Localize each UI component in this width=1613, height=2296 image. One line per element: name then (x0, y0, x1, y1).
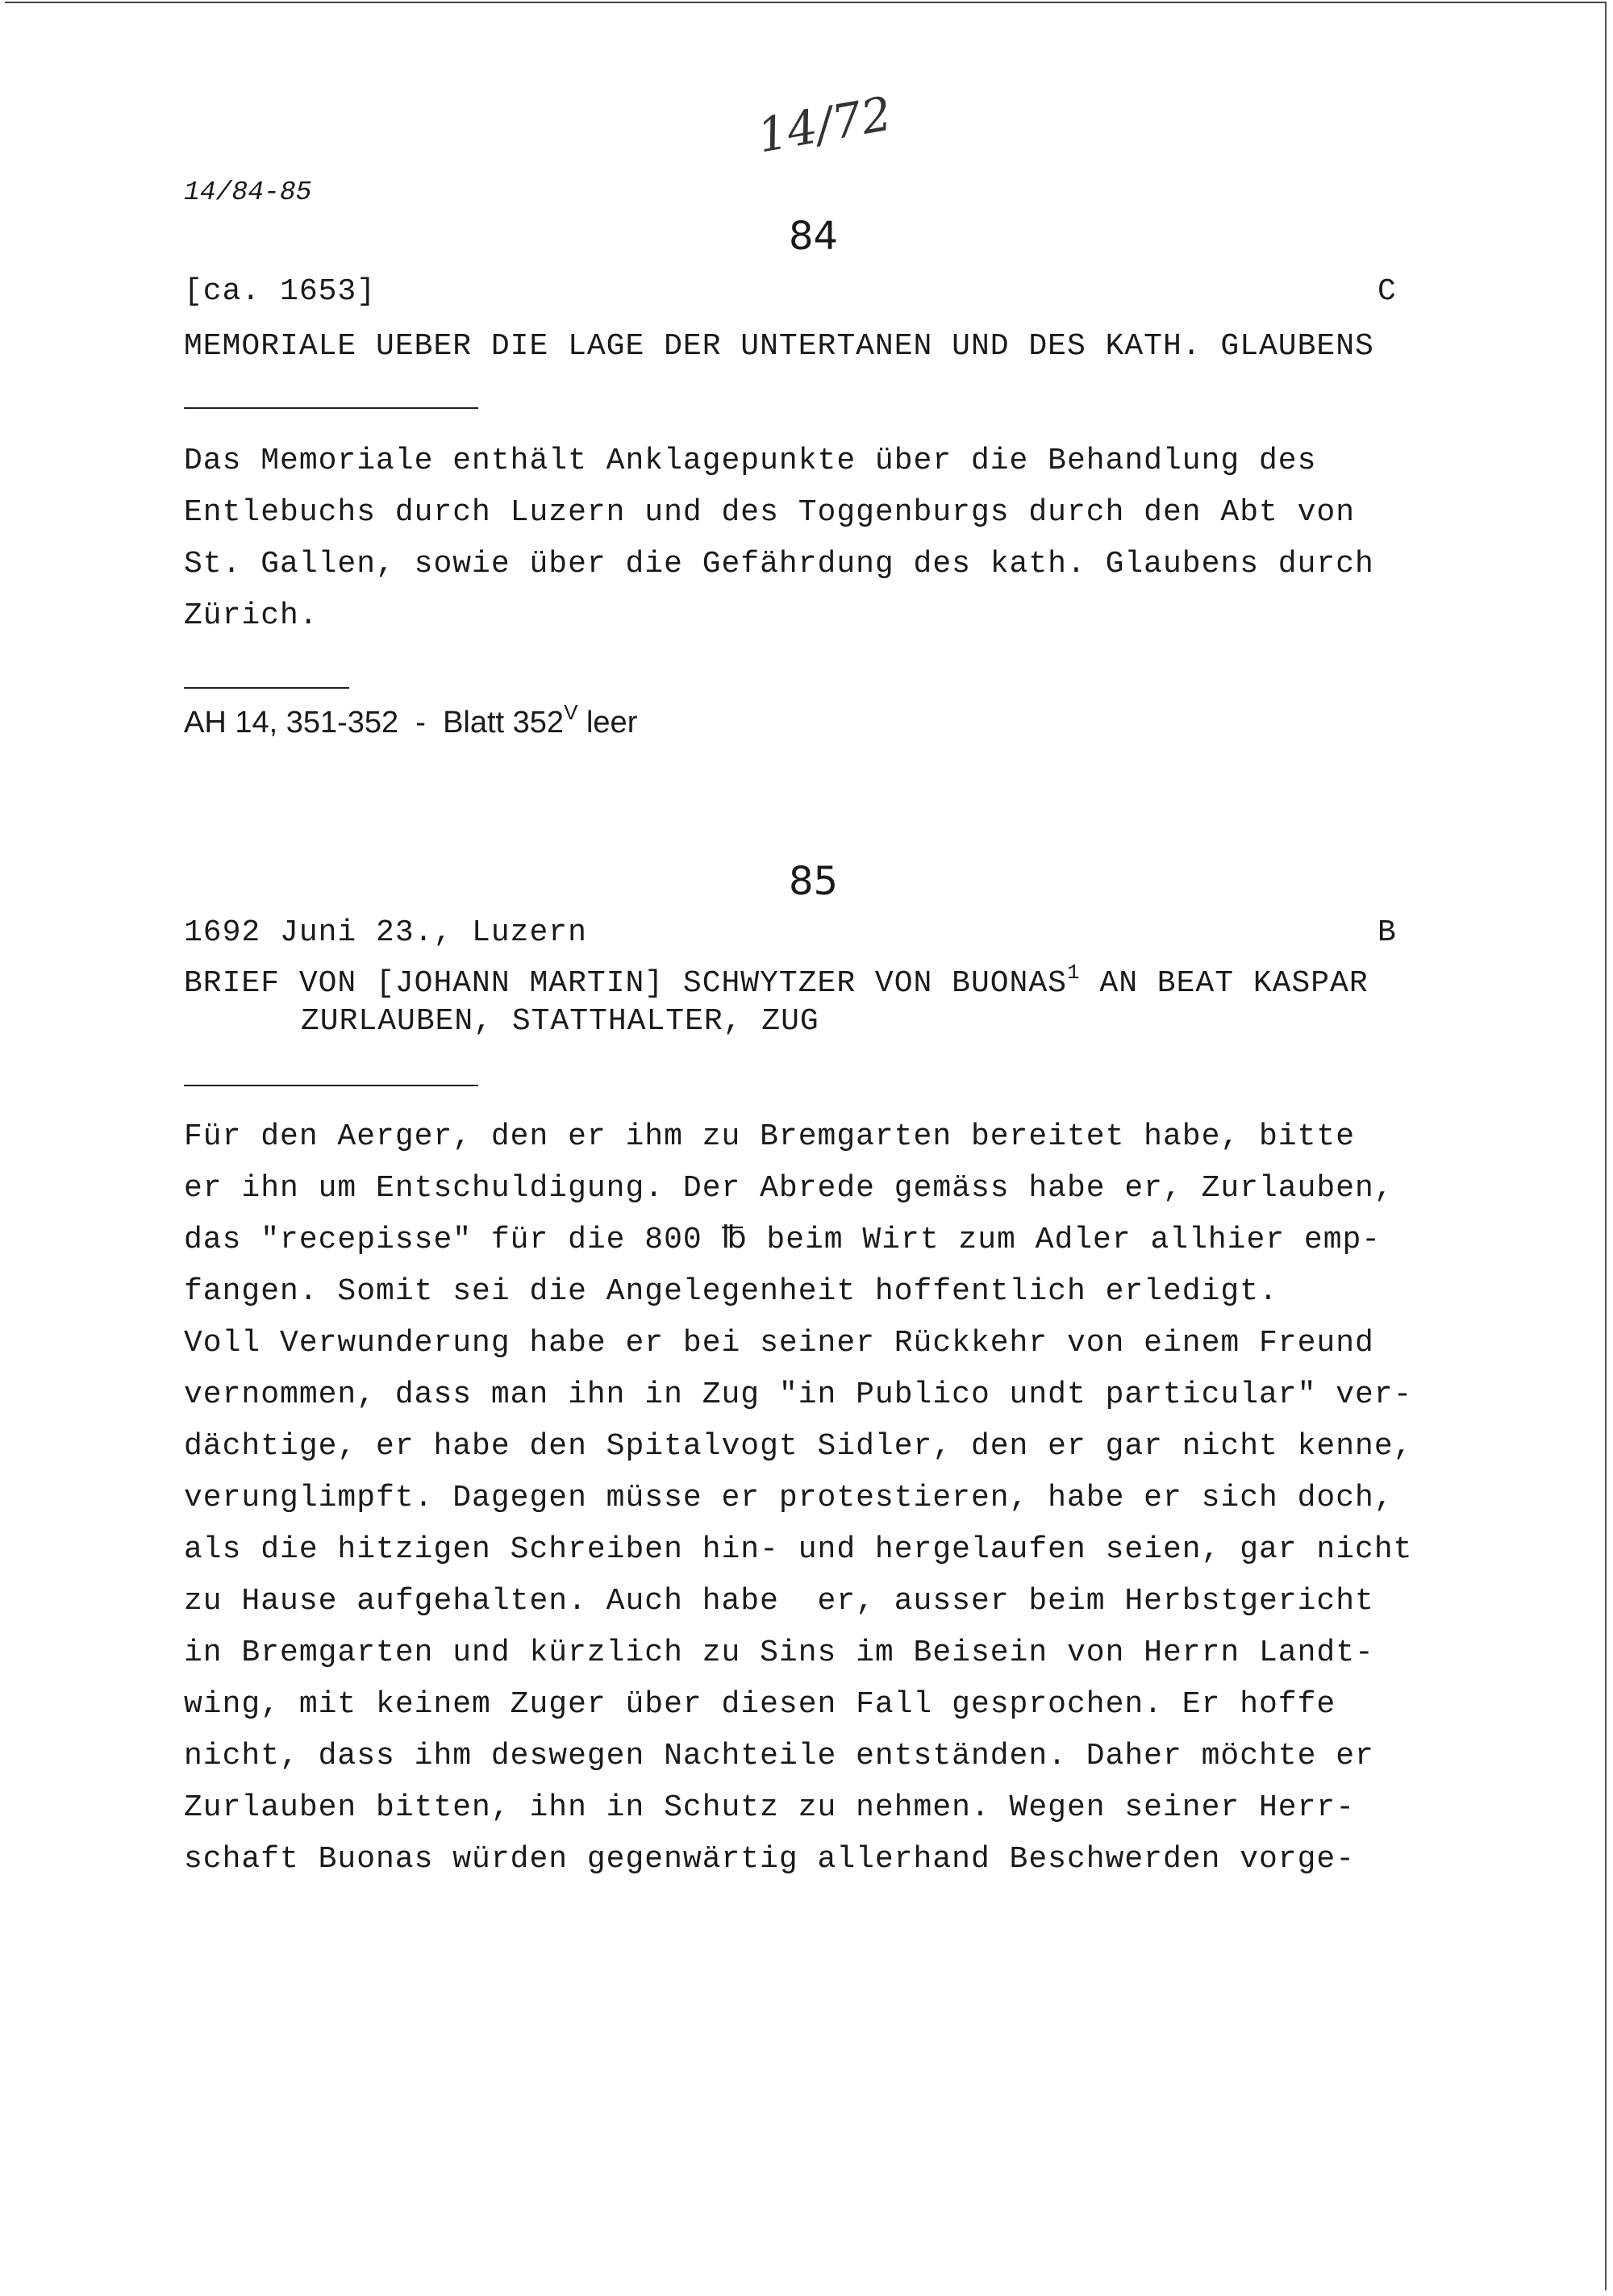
doc85-body-line: dächtige, er habe den Spitalvogt Sidler, den er gar nicht kenne, (184, 1429, 1413, 1464)
doc84-summary-line: Zürich. (184, 598, 319, 633)
doc84-source-prefix: AH 14, 351-352 - Blatt 352 (184, 706, 565, 740)
doc84-date: [ca. 1653] (184, 274, 377, 309)
doc85-body-line: in Bremgarten und kürzlich zu Sins im Beisein von Herrn Landt- (184, 1636, 1374, 1670)
document-number-85: 85 (789, 859, 839, 904)
doc84-category: C (1378, 274, 1397, 309)
doc85-body-line: Für den Aerger, den er ihm zu Bremgarten bereitet habe, bitte (184, 1119, 1356, 1154)
doc85-body-line: als die hitzigen Schreiben hin- und hergelaufen seien, gar nicht (184, 1532, 1413, 1567)
doc85-title-prefix: BRIEF VON [JOHANN MARTIN] SCHWYTZER VON BUONAS (184, 966, 1067, 1001)
doc85-body-line: vernommen, dass man ihn in Zug "in Publico undt particular" ver- (184, 1377, 1413, 1412)
doc84-title: MEMORIALE UEBER DIE LAGE DER UNTERTANEN UND DES KATH. GLAUBENS (184, 329, 1374, 364)
doc85-title-line2: ZURLAUBEN, STATTHALTER, ZUG (301, 1004, 819, 1039)
doc85-title-footnote-ref: 1 (1066, 960, 1081, 985)
doc85-body-line: er ihn um Entschuldigung. Der Abrede gemäss habe er, Zurlauben, (184, 1171, 1394, 1206)
doc85-body (184, 1111, 1442, 1886)
doc84-source-rule (184, 687, 349, 689)
doc85-title-line1 (184, 960, 1369, 1001)
doc84-summary-line: Entlebuchs durch Luzern und des Toggenburgs durch den Abt von (184, 495, 1356, 530)
doc84-source-sup: V (564, 700, 578, 724)
doc85-body-line: verunglimpft. Dagegen müsse er protestieren, habe er sich doch, (184, 1481, 1394, 1515)
doc84-separator-rule (184, 407, 478, 409)
doc84-summary-line: Das Memoriale enthält Anklagepunkte über die Behandlung des (184, 444, 1317, 478)
doc85-separator-rule (184, 1085, 478, 1086)
doc84-source-suffix: leer (577, 706, 638, 740)
doc85-date: 1692 Juni 23., Luzern (184, 915, 587, 950)
document-number-84: 84 (789, 214, 839, 259)
doc85-body-line: wing, mit keinem Zuger über diesen Fall gesprochen. Er hoffe (184, 1687, 1336, 1722)
handwritten-page-note: 14/72 (753, 85, 896, 164)
doc85-body-line: fangen. Somit sei die Angelegenheit hoffentlich erledigt. (184, 1274, 1278, 1309)
doc85-body-line: schaft Buonas würden gegenwärtig allerhand Beschwerden vorge- (184, 1842, 1356, 1877)
doc84-summary (184, 435, 1442, 642)
doc85-category: B (1378, 915, 1397, 950)
doc85-body-line: nicht, dass ihm deswegen Nachteile entständen. Daher möchte er (184, 1739, 1374, 1773)
doc84-summary-line: St. Gallen, sowie über die Gefährdung des kath. Glaubens durch (184, 547, 1374, 581)
doc85-body-line: zu Hause aufgehalten. Auch habe er, ausser beim Herbstgericht (184, 1584, 1374, 1619)
doc85-body-line: Voll Verwunderung habe er bei seiner Rückkehr von einem Freund (184, 1326, 1374, 1361)
doc85-title-suffix: AN BEAT KASPAR (1080, 966, 1369, 1001)
doc84-source (184, 700, 638, 740)
doc85-body-line: Zurlauben bitten, ihn in Schutz zu nehmen. Wegen seiner Herr- (184, 1790, 1356, 1825)
doc85-body-line: das "recepisse" für die 800 ℔ beim Wirt zum Adler allhier emp- (184, 1223, 1382, 1257)
page-range-reference: 14/84-85 (184, 177, 312, 207)
